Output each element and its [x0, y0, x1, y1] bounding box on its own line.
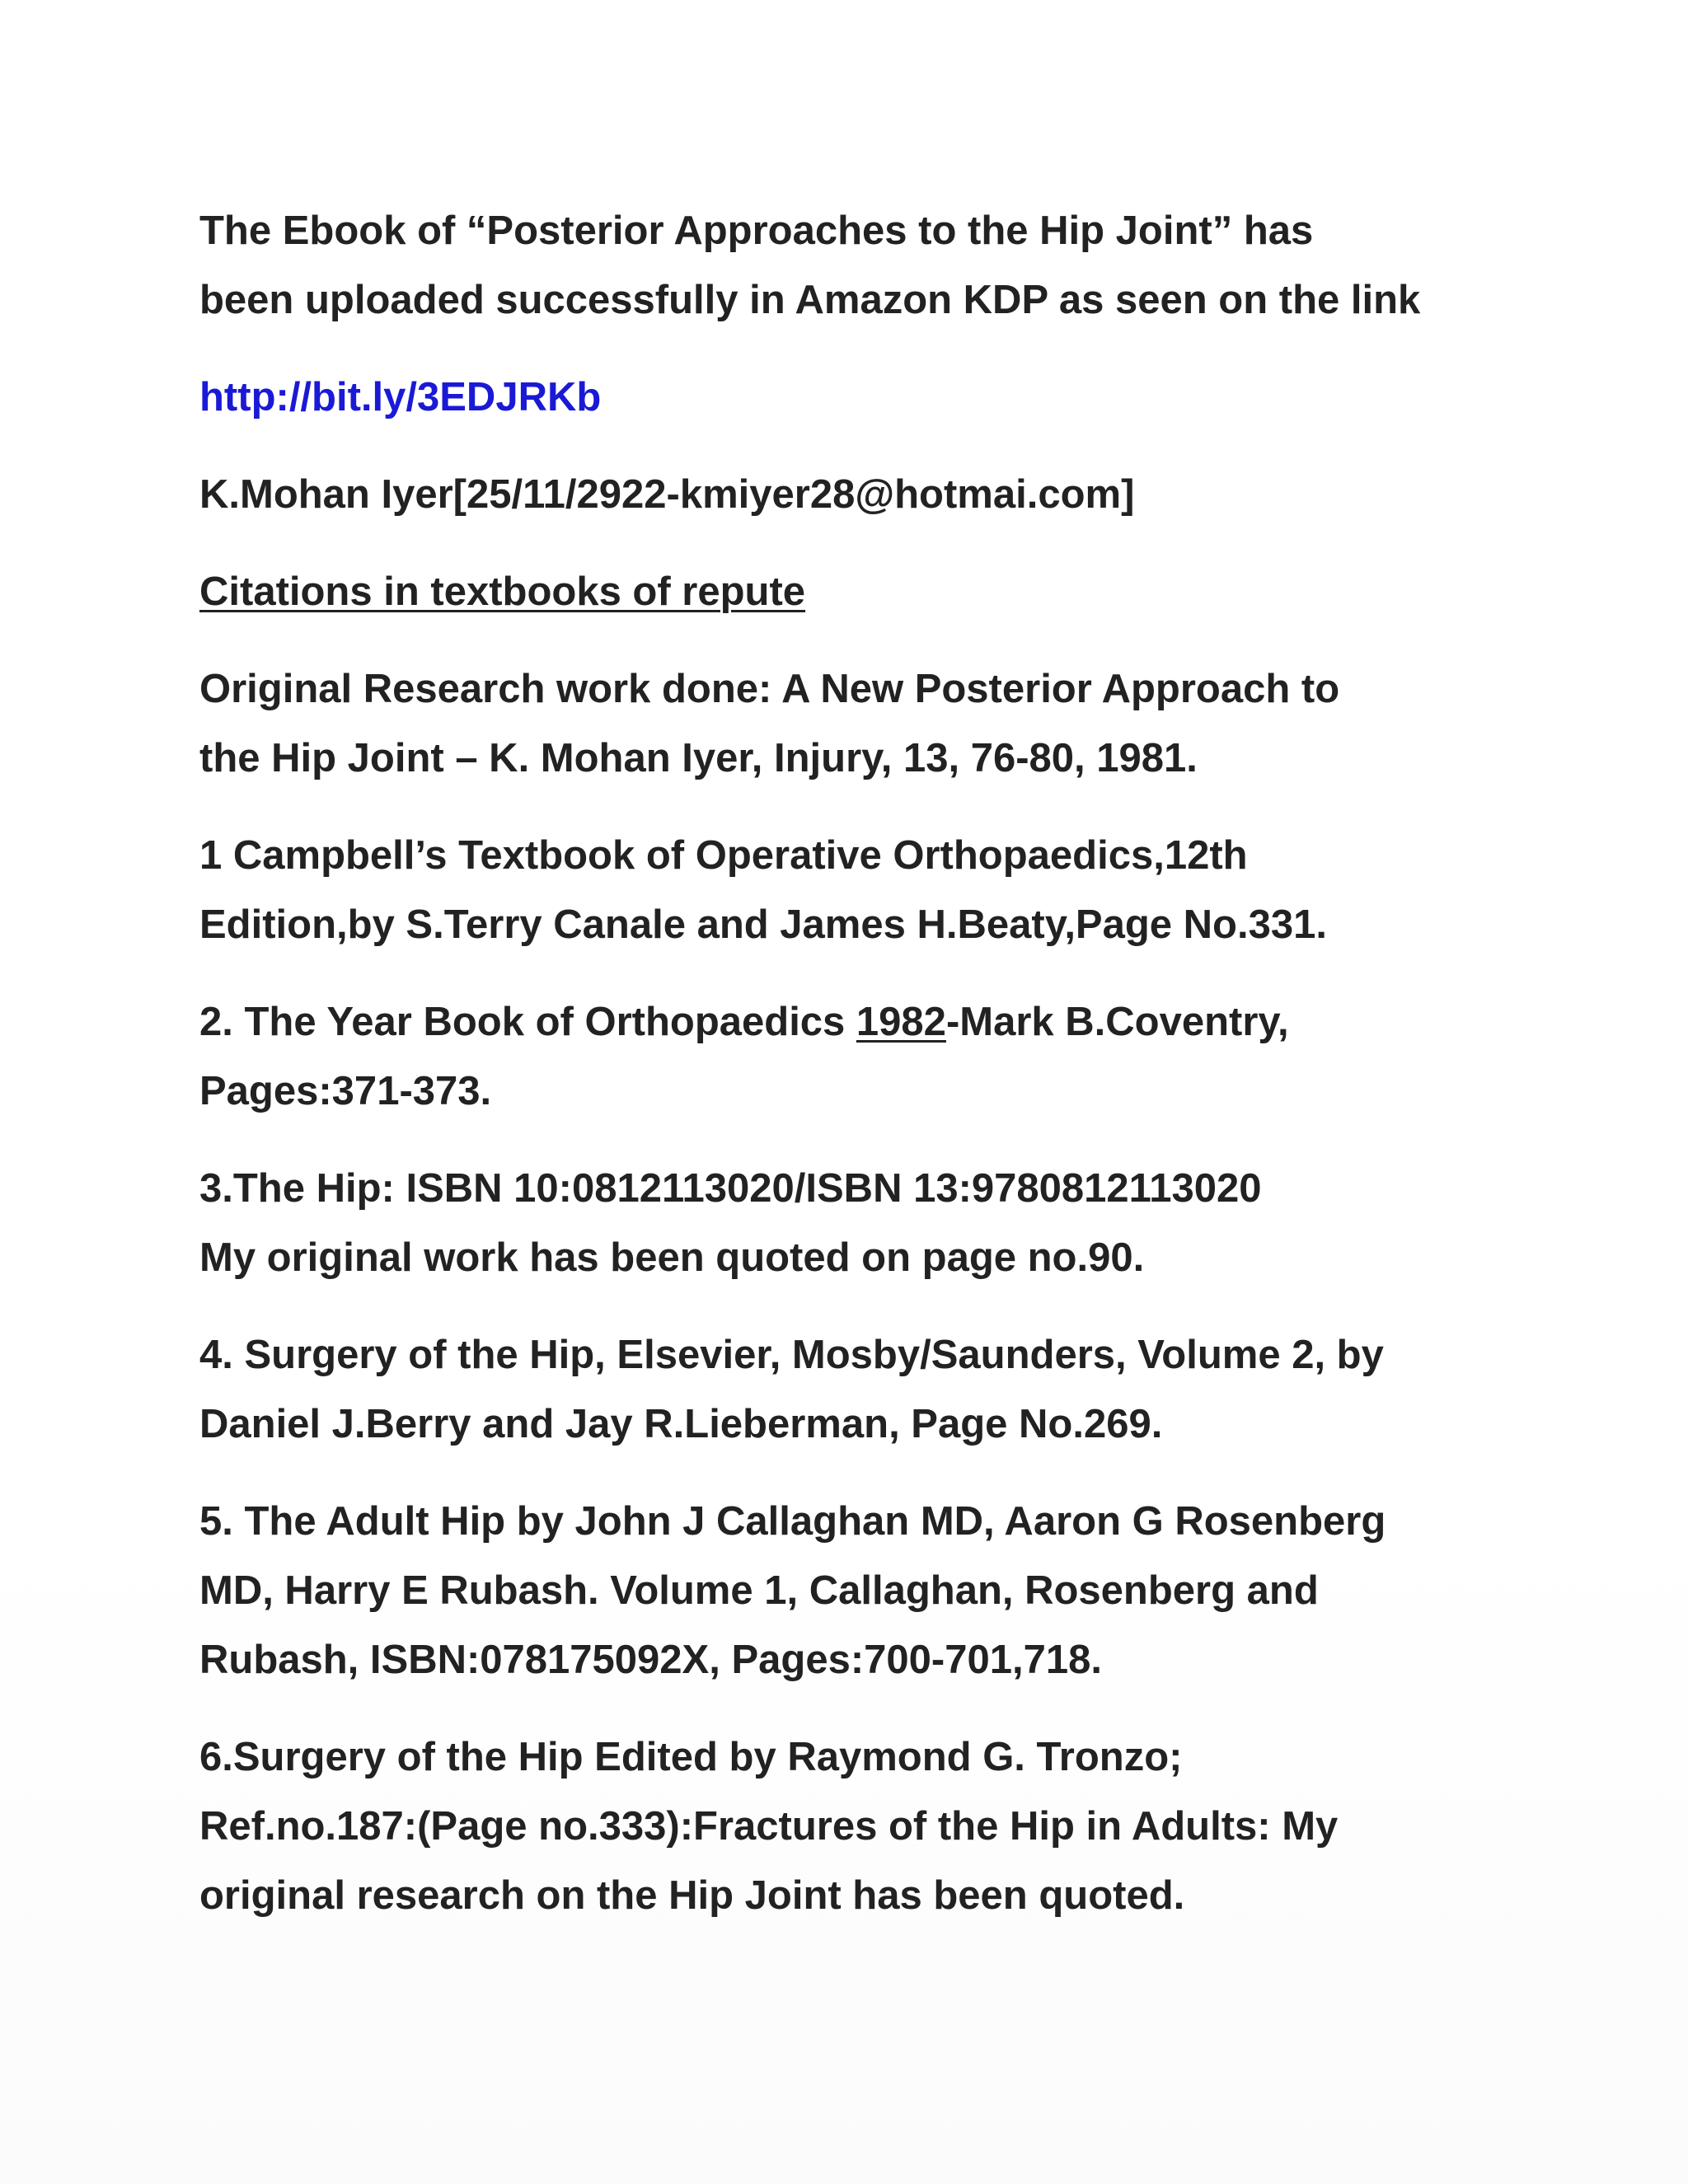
citation-item [199, 1320, 1518, 1459]
section-heading-text: Citations in textbooks of repute [199, 569, 806, 614]
citation-6-line-3: original research on the Hip Joint has been quoted. [199, 1873, 1185, 1918]
citation-item [199, 1487, 1518, 1694]
citation-2-suffix: -Mark B.Coventry, [945, 1000, 1289, 1044]
intro-paragraph [199, 196, 1518, 335]
citation-2-year: 1982 [856, 1000, 946, 1044]
original-work-line-1: Original Research work done: A New Posterior Approach to [199, 667, 1340, 711]
original-work-line-2: the Hip Joint – K. Mohan Iyer, Injury, 13, 76-80, 1981. [199, 736, 1198, 780]
document-body [199, 196, 1518, 1958]
section-heading [199, 557, 1518, 626]
intro-line-2: been uploaded successfully in Amazon KDP as seen on the link [199, 278, 1421, 322]
citation-2-line-1 [199, 987, 1518, 1057]
citation-6-line-1: 6.Surgery of the Hip Edited by Raymond G. Tronzo; [199, 1735, 1183, 1779]
link-paragraph [199, 363, 1518, 432]
author-line: K.Mohan Iyer[25/11/2922-kmiyer28@hotmai.com] [199, 472, 1135, 517]
original-work-paragraph [199, 654, 1518, 793]
citation-item [199, 1722, 1518, 1930]
citation-2-prefix: 2. The Year Book of Orthopaedics [199, 1000, 856, 1044]
citation-3-line-2: My original work has been quoted on page no.90. [199, 1235, 1145, 1280]
citation-1-line-2: Edition,by S.Terry Canale and James H.Beaty,Page No.331. [199, 902, 1327, 947]
citation-4-line-2: Daniel J.Berry and Jay R.Lieberman, Page No.269. [199, 1402, 1163, 1446]
citation-1-line-1: 1 Campbell’s Textbook of Operative Orthopaedics,12th [199, 833, 1248, 878]
citation-item [199, 1154, 1518, 1292]
citation-3-line-1: 3.The Hip: ISBN 10:0812113020/ISBN 13:9780812113020 [199, 1166, 1262, 1211]
citation-item [199, 987, 1518, 1126]
citation-5-line-1: 5. The Adult Hip by John J Callaghan MD, Aaron G Rosenberg [199, 1499, 1386, 1544]
citation-4-line-1: 4. Surgery of the Hip, Elsevier, Mosby/Saunders, Volume 2, by [199, 1333, 1384, 1377]
intro-line-1: The Ebook of “Posterior Approaches to the Hip Joint” has [199, 209, 1314, 253]
citation-5-line-3: Rubash, ISBN:078175092X, Pages:700-701,718. [199, 1638, 1102, 1682]
citation-item [199, 821, 1518, 959]
ebook-link[interactable]: http://bit.ly/3EDJRKb [199, 375, 602, 419]
citation-6-line-2: Ref.no.187:(Page no.333):Fractures of the Hip in Adults: My [199, 1804, 1339, 1849]
citation-5-line-2: MD, Harry E Rubash. Volume 1, Callaghan, Rosenberg and [199, 1568, 1319, 1613]
citation-2-line-2: Pages:371-373. [199, 1069, 492, 1113]
